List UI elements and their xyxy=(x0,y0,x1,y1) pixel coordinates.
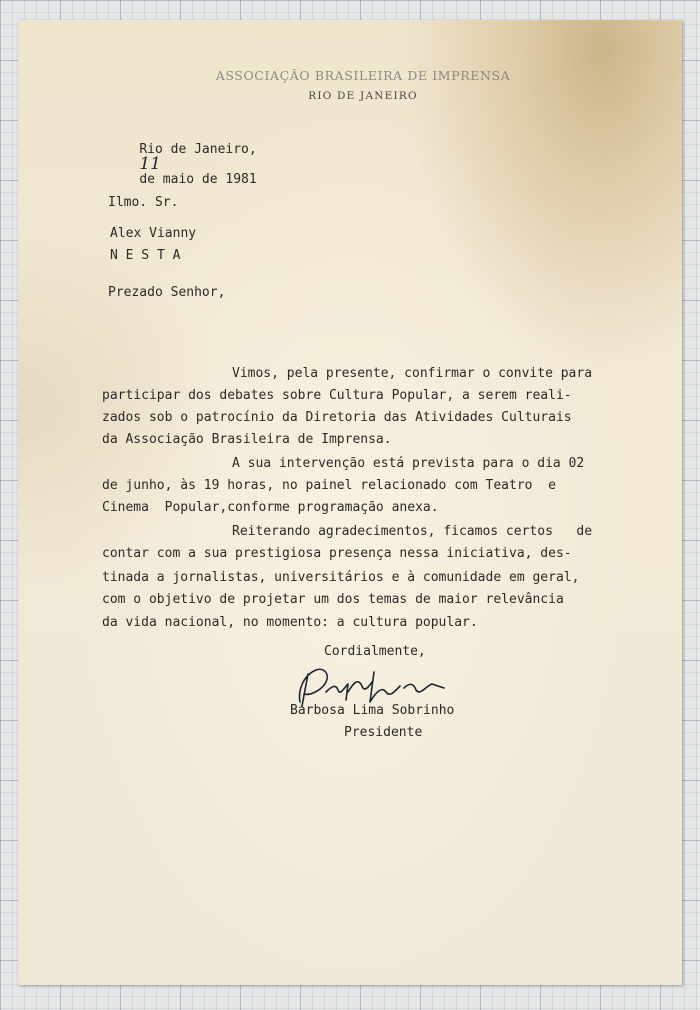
body-line: com o objetivo de projetar um dos temas de maior relevância xyxy=(102,592,564,607)
closing: Cordialmente, xyxy=(324,644,426,659)
date-prefix: Rio de Janeiro, xyxy=(139,142,257,157)
recipient-name: Alex Vianny xyxy=(110,226,197,241)
body-line: Cinema Popular,conforme programação anexa. xyxy=(102,500,439,515)
recipient-location: N E S T A xyxy=(110,248,181,263)
body-line: participar dos debates sobre Cultura Popular, a serem reali- xyxy=(102,388,572,403)
date-line xyxy=(108,130,257,199)
body-line: tinada a jornalistas, universitários e à comunidade em geral, xyxy=(102,570,580,585)
body-line: de junho, às 19 horas, no painel relacionado com Teatro e xyxy=(102,478,556,493)
body-line: A sua intervenção está prevista para o dia 02 xyxy=(232,456,585,471)
recipient-title: Ilmo. Sr. xyxy=(108,195,179,210)
body-line: zados sob o patrocínio da Diretoria das Atividades Culturais xyxy=(102,410,572,425)
body-line: Vimos, pela presente, confirmar o convite para xyxy=(232,366,593,381)
letterhead-organization: ASSOCIAÇÃO BRASILEIRA DE IMPRENSA xyxy=(215,68,511,83)
signer-name: Barbosa Lima Sobrinho xyxy=(290,703,455,718)
signer-title: Presidente xyxy=(344,725,423,740)
body-line: Reiterando agradecimentos, ficamos certos de xyxy=(232,524,593,539)
greeting: Prezado Senhor, xyxy=(108,285,226,300)
body-line: da vida nacional, no momento: a cultura popular. xyxy=(102,615,478,630)
body-line: contar com a sua prestigiosa presença nessa iniciativa, des- xyxy=(102,546,572,561)
date-day-handwritten: 11 xyxy=(139,154,161,174)
date-suffix: de maio de 1981 xyxy=(139,172,257,187)
letterhead-city: RIO DE JANEIRO xyxy=(308,90,418,102)
letter-paper xyxy=(18,20,682,985)
body-line: da Associação Brasileira de Imprensa. xyxy=(102,432,392,447)
